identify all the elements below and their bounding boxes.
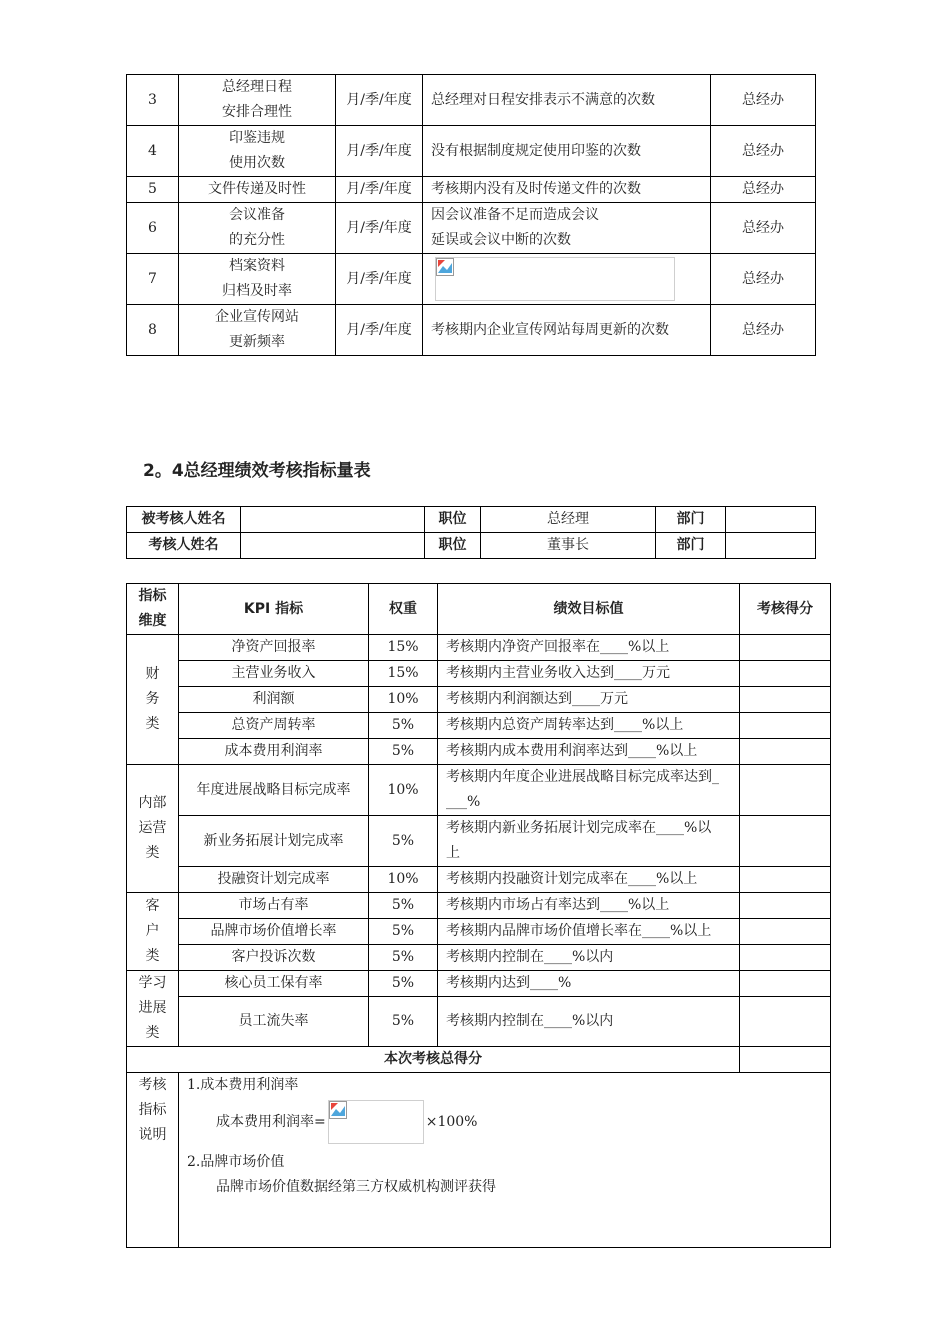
row-number: 6 <box>127 203 179 254</box>
formula-prefix: 成本费用利润率= <box>216 1113 326 1130</box>
table-row <box>127 75 816 126</box>
kpi-weight: 5% <box>369 893 438 919</box>
table-row <box>127 945 831 971</box>
assessee-name-label: 被考核人姓名 <box>127 507 241 533</box>
assessor-name-value[interactable] <box>241 533 425 559</box>
weight-header: 权重 <box>369 584 438 635</box>
formula-image-placeholder <box>328 1100 424 1144</box>
indicator-description: 考核期内没有及时传递文件的次数 <box>423 177 711 203</box>
assessment-period: 月/季/年度 <box>336 177 423 203</box>
responsible-dept: 总经办 <box>711 254 816 305</box>
kpi-target: 考核期内利润额达到____万元 <box>438 687 740 713</box>
responsible-dept: 总经办 <box>711 203 816 254</box>
formula-suffix: ×100% <box>425 1113 478 1130</box>
department-value[interactable] <box>726 533 816 559</box>
kpi-name: 投融资计划完成率 <box>179 867 369 893</box>
kpi-name: 品牌市场价值增长率 <box>179 919 369 945</box>
table-row <box>127 739 831 765</box>
dimension-header: 指标 维度 <box>127 584 179 635</box>
kpi-weight: 15% <box>369 661 438 687</box>
score-header: 考核得分 <box>740 584 831 635</box>
section-heading: 2。4总经理绩效考核指标量表 <box>143 461 371 481</box>
indicator-description: 考核期内企业宣传网站每周更新的次数 <box>423 305 711 356</box>
position-value: 总经理 <box>481 507 656 533</box>
target-header: 绩效目标值 <box>438 584 740 635</box>
score-cell[interactable] <box>740 765 831 816</box>
kpi-detail-table <box>126 74 816 356</box>
indicator-description: 因会议准备不足而造成会议 延误或会议中断的次数 <box>423 203 711 254</box>
row-number: 4 <box>127 126 179 177</box>
kpi-weight: 10% <box>369 687 438 713</box>
responsible-dept: 总经办 <box>711 75 816 126</box>
score-cell[interactable] <box>740 816 831 867</box>
row-number: 7 <box>127 254 179 305</box>
table-row <box>127 635 831 661</box>
kpi-name: 核心员工保有率 <box>179 971 369 997</box>
score-cell[interactable] <box>740 867 831 893</box>
kpi-target: 考核期内总资产周转率达到____%以上 <box>438 713 740 739</box>
score-cell[interactable] <box>740 997 831 1047</box>
kpi-target: 考核期内主营业务收入达到____万元 <box>438 661 740 687</box>
kpi-name: 新业务拓展计划完成率 <box>179 816 369 867</box>
score-cell[interactable] <box>740 971 831 997</box>
department-value[interactable] <box>726 507 816 533</box>
table-row <box>127 254 816 305</box>
table-row <box>127 661 831 687</box>
table-row <box>127 816 831 867</box>
kpi-name: 主营业务收入 <box>179 661 369 687</box>
responsible-dept: 总经办 <box>711 126 816 177</box>
note-item-1-title: 1.成本费用利润率 <box>187 1077 299 1093</box>
kpi-name: 净资产回报率 <box>179 635 369 661</box>
kpi-target: 考核期内品牌市场价值增长率在____%以上 <box>438 919 740 945</box>
dimension-label-operations: 内部 运营 类 <box>127 765 179 893</box>
indicator-name: 档案资料 归档及时率 <box>179 254 336 305</box>
notes-row <box>127 1073 831 1248</box>
table-header-row <box>127 584 831 635</box>
kpi-target: 考核期内控制在____%以内 <box>438 945 740 971</box>
kpi-target: 考核期内达到____% <box>438 971 740 997</box>
row-number: 8 <box>127 305 179 356</box>
table-row <box>127 997 831 1047</box>
position-value: 董事长 <box>481 533 656 559</box>
row-number: 5 <box>127 177 179 203</box>
department-label: 部门 <box>656 507 726 533</box>
kpi-target: 考核期内投融资计划完成率在____%以上 <box>438 867 740 893</box>
kpi-weight: 5% <box>369 816 438 867</box>
table-row <box>127 177 816 203</box>
kpi-name: 总资产周转率 <box>179 713 369 739</box>
kpi-name: 年度进展战略目标完成率 <box>179 765 369 816</box>
kpi-name: 客户投诉次数 <box>179 945 369 971</box>
broken-image-icon <box>329 1101 347 1119</box>
indicator-description: 没有根据制度规定使用印鉴的次数 <box>423 126 711 177</box>
table-row <box>127 919 831 945</box>
assessment-period: 月/季/年度 <box>336 254 423 305</box>
kpi-name: 市场占有率 <box>179 893 369 919</box>
assessment-period: 月/季/年度 <box>336 305 423 356</box>
score-cell[interactable] <box>740 661 831 687</box>
assessment-period: 月/季/年度 <box>336 75 423 126</box>
broken-image-placeholder <box>435 257 675 301</box>
kpi-target: 考核期内市场占有率达到____%以上 <box>438 893 740 919</box>
kpi-weight: 5% <box>369 971 438 997</box>
indicator-name: 会议准备 的充分性 <box>179 203 336 254</box>
responsible-dept: 总经办 <box>711 305 816 356</box>
notes-label: 考核 指标 说明 <box>127 1073 179 1248</box>
indicator-description: 总经理对日程安排表示不满意的次数 <box>423 75 711 126</box>
note-item-2-desc: 品牌市场价值数据经第三方权威机构测评获得 <box>216 1179 496 1195</box>
score-cell[interactable] <box>740 893 831 919</box>
kpi-weight: 10% <box>369 867 438 893</box>
score-cell[interactable] <box>740 919 831 945</box>
table-row <box>127 203 816 254</box>
kpi-target: 考核期内控制在____%以内 <box>438 997 740 1047</box>
table-row <box>127 126 816 177</box>
table-row <box>127 765 831 816</box>
department-label: 部门 <box>656 533 726 559</box>
kpi-weight: 15% <box>369 635 438 661</box>
table-row <box>127 687 831 713</box>
assessment-period: 月/季/年度 <box>336 126 423 177</box>
table-row <box>127 713 831 739</box>
table-row <box>127 533 816 559</box>
notes-content <box>179 1073 831 1248</box>
total-score-label: 本次考核总得分 <box>127 1047 740 1073</box>
kpi-weight: 5% <box>369 713 438 739</box>
kpi-target: 考核期内净资产回报率在____%以上 <box>438 635 740 661</box>
table-row <box>127 305 816 356</box>
score-cell[interactable] <box>740 739 831 765</box>
kpi-name: 利润额 <box>179 687 369 713</box>
kpi-name: 成本费用利润率 <box>179 739 369 765</box>
score-cell[interactable] <box>740 945 831 971</box>
kpi-weight: 5% <box>369 997 438 1047</box>
broken-image-icon <box>436 258 454 276</box>
position-label: 职位 <box>425 507 481 533</box>
formula <box>179 1100 830 1144</box>
kpi-target: 考核期内新业务拓展计划完成率在____%以 上 <box>438 816 740 867</box>
score-cell[interactable] <box>740 687 831 713</box>
kpi-weight: 10% <box>369 765 438 816</box>
total-row <box>127 1047 831 1073</box>
position-label: 职位 <box>425 533 481 559</box>
score-cell[interactable] <box>740 713 831 739</box>
assessment-period: 月/季/年度 <box>336 203 423 254</box>
responsible-dept: 总经办 <box>711 177 816 203</box>
row-number: 3 <box>127 75 179 126</box>
assessee-name-value[interactable] <box>241 507 425 533</box>
indicator-name: 企业宣传网站 更新频率 <box>179 305 336 356</box>
score-cell[interactable] <box>740 635 831 661</box>
assessee-info-table <box>126 506 816 559</box>
kpi-weight: 5% <box>369 919 438 945</box>
kpi-weight: 5% <box>369 945 438 971</box>
indicator-name: 印鉴违规 使用次数 <box>179 126 336 177</box>
kpi-weight: 5% <box>369 739 438 765</box>
table-row <box>127 867 831 893</box>
kpi-name: 员工流失率 <box>179 997 369 1047</box>
kpi-header: KPI 指标 <box>179 584 369 635</box>
table-row <box>127 971 831 997</box>
kpi-target: 考核期内年度企业进展战略目标完成率达到_ ___% <box>438 765 740 816</box>
indicator-name: 文件传递及时性 <box>179 177 336 203</box>
assessor-name-label: 考核人姓名 <box>127 533 241 559</box>
dimension-label-financial: 财 务 类 <box>127 635 179 765</box>
total-score-cell[interactable] <box>740 1047 831 1073</box>
indicator-description <box>423 254 711 305</box>
dimension-label-learning: 学习 进展 类 <box>127 971 179 1047</box>
kpi-scorecard-table <box>126 583 831 1248</box>
dimension-label-customer: 客 户 类 <box>127 893 179 971</box>
kpi-target: 考核期内成本费用利润率达到____%以上 <box>438 739 740 765</box>
indicator-name: 总经理日程 安排合理性 <box>179 75 336 126</box>
note-item-2-title: 2.品牌市场价值 <box>187 1154 285 1170</box>
table-row <box>127 507 816 533</box>
table-row <box>127 893 831 919</box>
